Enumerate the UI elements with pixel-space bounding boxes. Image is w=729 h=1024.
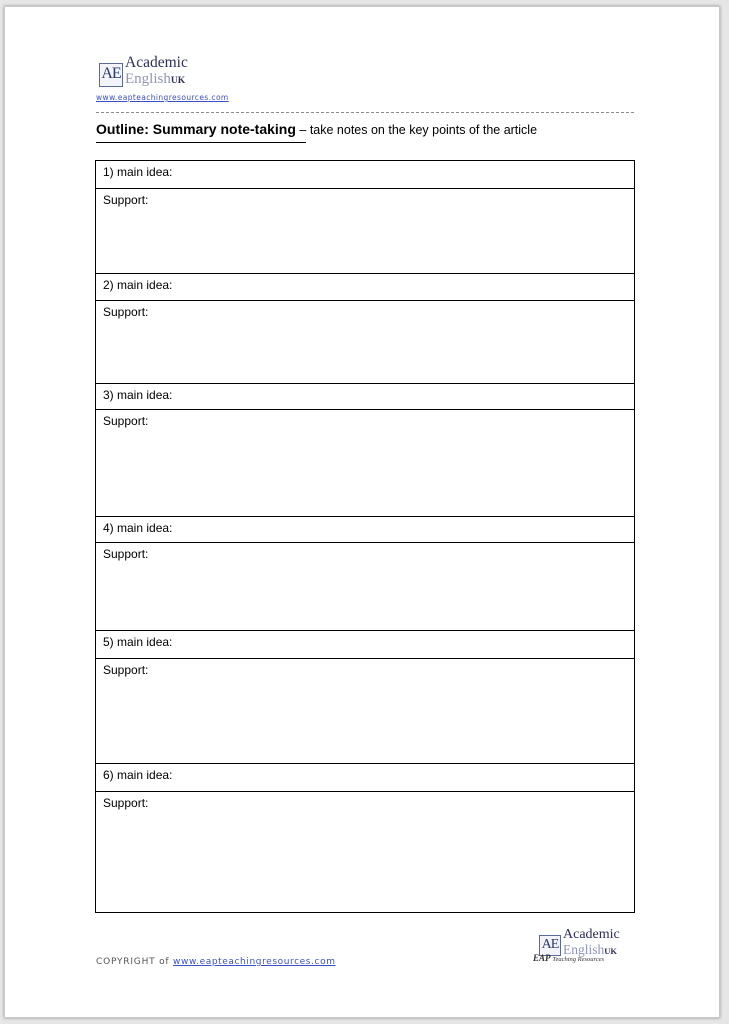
support-cell-2[interactable] [96, 301, 634, 384]
main-idea-label: 3) main idea: [103, 388, 173, 402]
logo-wordmark [125, 55, 188, 87]
logo-word-academic: Academic [563, 927, 620, 942]
logo-word-english: English [125, 70, 171, 87]
academic-english-logo [99, 55, 188, 87]
support-label: Support: [103, 796, 149, 810]
support-cell-3[interactable] [96, 410, 634, 517]
main-idea-label: 5) main idea: [103, 635, 173, 649]
support-label: Support: [103, 305, 149, 319]
support-cell-1[interactable] [96, 189, 634, 274]
logo-word-uk: UK [604, 946, 618, 956]
ae-logo-mark: AE [539, 935, 561, 956]
copyright-website-link[interactable]: www.eapteachingresources.com [173, 957, 336, 967]
main-idea-cell-6[interactable] [96, 764, 634, 792]
logo-word-academic: Academic [125, 54, 188, 71]
header-website-link[interactable]: www.eapteachingresources.com [96, 93, 229, 102]
logo-word-english: English [563, 942, 605, 957]
support-label: Support: [103, 193, 149, 207]
header-divider [96, 112, 634, 113]
main-idea-label: 2) main idea: [103, 278, 173, 292]
main-idea-cell-3[interactable] [96, 384, 634, 410]
main-idea-cell-1[interactable] [96, 161, 634, 189]
tagline-teaching-resources: Teaching Resources [552, 956, 605, 963]
main-idea-label: 1) main idea: [103, 165, 173, 179]
footer-tagline [533, 953, 604, 963]
support-cell-4[interactable] [96, 543, 634, 631]
notes-table [95, 160, 635, 913]
support-label: Support: [103, 663, 149, 677]
tagline-eap: EAP [533, 953, 551, 963]
support-cell-6[interactable] [96, 792, 634, 912]
main-idea-cell-4[interactable] [96, 517, 634, 543]
logo-word-uk: UK [170, 75, 186, 86]
page-title [96, 121, 537, 137]
support-label: Support: [103, 414, 149, 428]
copyright-notice [96, 957, 336, 967]
copyright-prefix: COPYRIGHT of [96, 957, 174, 967]
main-idea-label: 4) main idea: [103, 521, 173, 535]
support-cell-5[interactable] [96, 659, 634, 764]
document-page [4, 6, 720, 1018]
main-idea-cell-2[interactable] [96, 274, 634, 301]
main-idea-cell-5[interactable] [96, 631, 634, 659]
title-main: Outline: Summary note-taking [96, 121, 296, 137]
title-underline [96, 142, 306, 143]
ae-logo-mark: AE [99, 63, 123, 87]
title-instructions: – take notes on the key points of the article [295, 123, 538, 137]
main-idea-label: 6) main idea: [103, 768, 173, 782]
support-label: Support: [103, 547, 149, 561]
